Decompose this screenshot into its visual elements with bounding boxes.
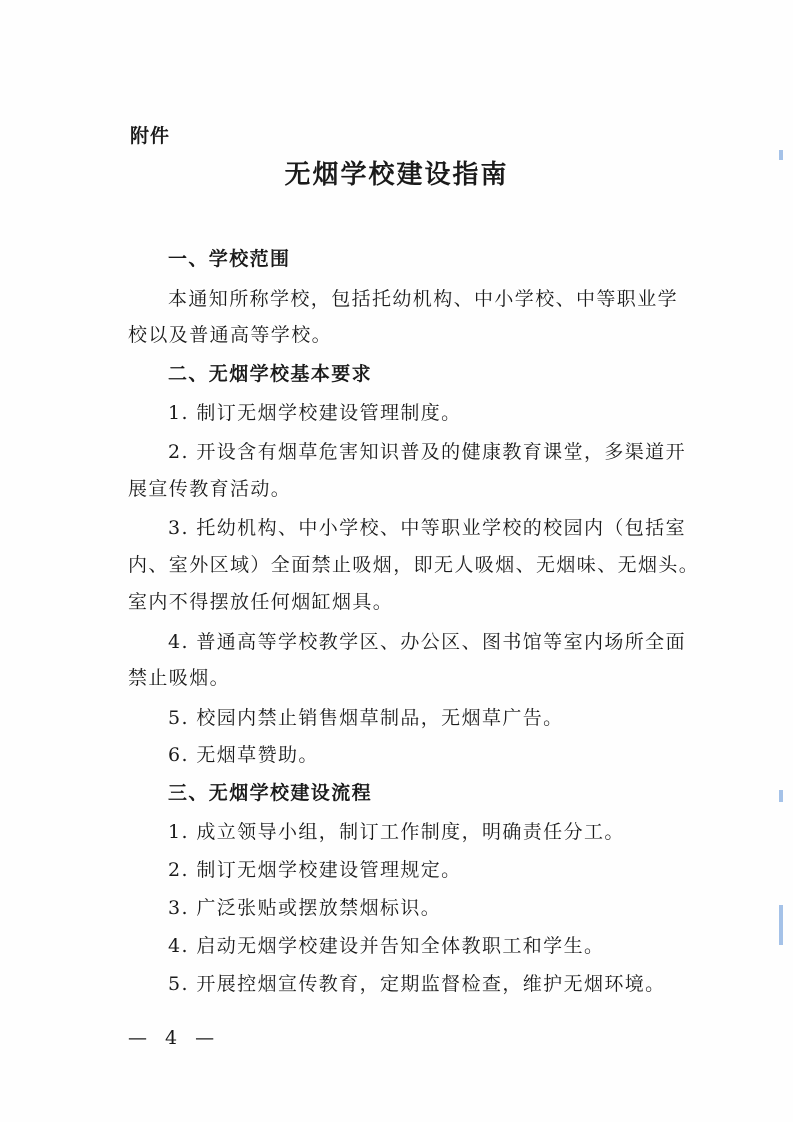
list-item: 1. 制订无烟学校建设管理制度。 xyxy=(168,402,462,424)
section-heading: 二、无烟学校基本要求 xyxy=(168,363,373,385)
section-heading: 一、学校范围 xyxy=(168,248,291,270)
scan-edge-mark xyxy=(779,790,783,802)
list-item-continuation: 室内不得摆放任何烟缸烟具。 xyxy=(128,591,394,613)
list-item: 3. 广泛张贴或摆放禁烟标识。 xyxy=(168,897,442,919)
list-item: 6. 无烟草赞助。 xyxy=(168,744,319,766)
list-item: 5. 开展控烟宣传教育，定期监督检查，维护无烟环境。 xyxy=(168,973,666,995)
list-item: 4. 启动无烟学校建设并告知全体教职工和学生。 xyxy=(168,935,605,957)
list-item: 2. 制订无烟学校建设管理规定。 xyxy=(168,859,462,881)
page-number: — 4 — xyxy=(128,1027,221,1049)
list-item-continuation: 内、室外区域）全面禁止吸烟，即无人吸烟、无烟味、无烟头。 xyxy=(128,554,700,576)
paragraph-line: 本通知所称学校，包括托幼机构、中小学校、中等职业学 xyxy=(168,288,679,310)
list-item: 5. 校园内禁止销售烟草制品，无烟草广告。 xyxy=(168,707,564,729)
list-item-continuation: 展宣传教育活动。 xyxy=(128,478,292,500)
section-heading: 三、无烟学校建设流程 xyxy=(168,782,373,804)
scan-edge-mark xyxy=(779,905,783,945)
list-item: 1. 成立领导小组，制订工作制度，明确责任分工。 xyxy=(168,821,625,843)
list-item: 4. 普通高等学校教学区、办公区、图书馆等室内场所全面 xyxy=(168,631,686,653)
document-title: 无烟学校建设指南 xyxy=(284,160,509,190)
list-item: 3. 托幼机构、中小学校、中等职业学校的校园内（包括室 xyxy=(168,517,686,539)
attachment-label: 附件 xyxy=(130,125,171,147)
paragraph-line: 校以及普通高等学校。 xyxy=(128,324,333,346)
list-item-continuation: 禁止吸烟。 xyxy=(128,667,231,689)
list-item: 2. 开设含有烟草危害知识普及的健康教育课堂，多渠道开 xyxy=(168,441,686,463)
